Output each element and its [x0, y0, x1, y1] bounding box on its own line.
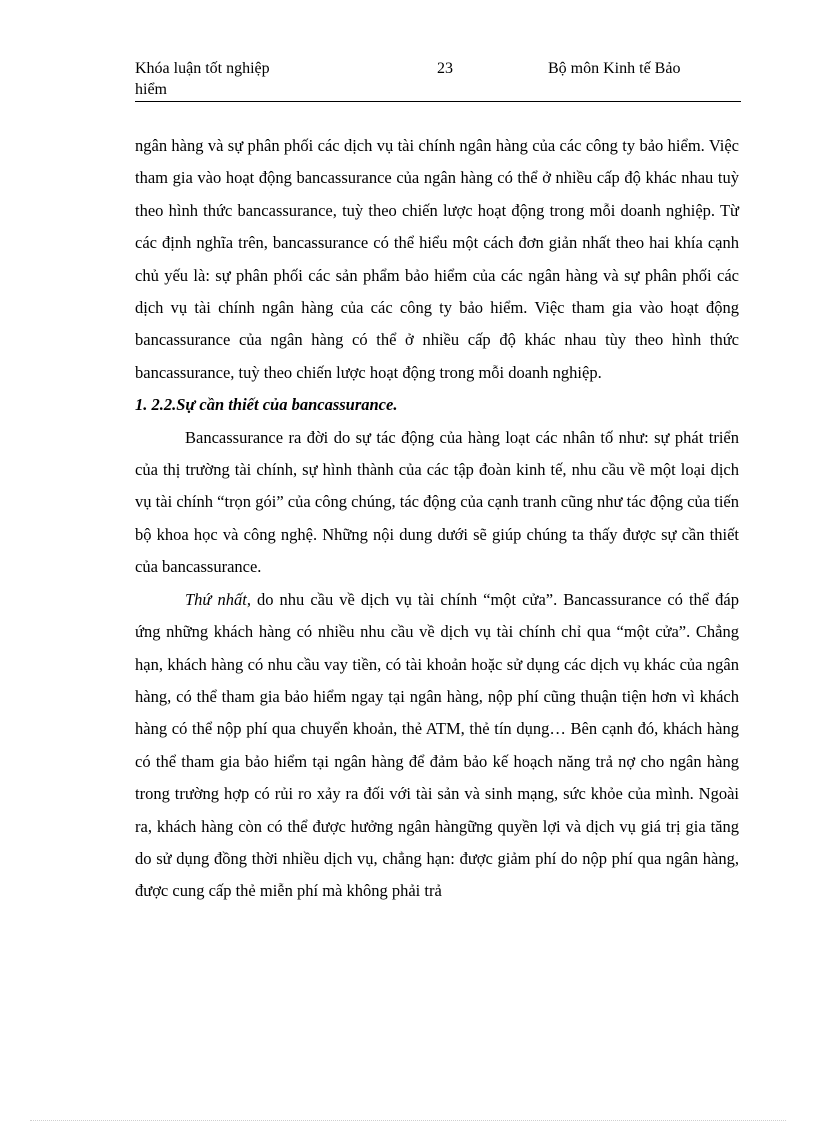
paragraph-3	[135, 584, 739, 908]
paragraph-3-lead: Thứ nhất	[185, 589, 247, 609]
header-left-line1: Khóa luận tốt nghiệp	[135, 60, 270, 77]
header-right: Bộ môn Kinh tế Bảo	[548, 60, 681, 77]
header-left	[135, 58, 385, 100]
document-body	[135, 130, 739, 908]
paragraph-2: Bancassurance ra đời do sự tác động của hàng loạt các nhân tố như: sự phát triển của thị trường tài chính, sự hình thành của các tập đoàn kinh tế, nhu cầu về một loại dịch vụ tài chính “trọn gói” của công chúng, tác động của cạnh tranh cũng như tác động của tiến bộ khoa học và công nghệ. Những nội dung dưới sẽ giúp chúng ta thấy được sự cần thiết của bancassurance.	[135, 427, 739, 577]
section-heading: 1. 2.2.Sự cần thiết của bancassurance.	[135, 395, 398, 415]
page-bottom-edge	[30, 1120, 786, 1121]
header-divider	[135, 101, 741, 102]
page-header	[135, 58, 741, 102]
paragraph-1: ngân hàng và sự phân phối các dịch vụ tài chính ngân hàng của các công ty bảo hiểm. Việc tham gia vào hoạt động bancassurance của ngân hàng có thể ở nhiều cấp độ khác nhau tuỳ theo hình thức bancassurance, tuỳ theo chiến lược hoạt động trong mỗi doanh nghiệp. Từ các định nghĩa trên, bancassurance có thể hiểu một cách đơn giản nhất theo hai khía cạnh chủ yếu là: sự phân phối các sản phẩm bảo hiểm của các ngân hàng và sự phân phối các dịch vụ tài chính ngân hàng của các công ty bảo hiểm. Việc tham gia vào hoạt động bancassurance của ngân hàng có thể ở nhiều cấp độ khác nhau tùy theo hình thức bancassurance, tuỳ theo chiến lược hoạt động trong mỗi doanh nghiệp.	[135, 136, 739, 382]
header-left-line2: hiểm	[135, 81, 167, 98]
paragraph-3-text: , do nhu cầu về dịch vụ tài chính “một cửa”. Bancassurance có thể đáp ứng những khách hàng có nhiều nhu cầu về dịch vụ tài chính chỉ qua “một cửa”. Chẳng hạn, khách hàng có nhu cầu vay tiền, có tài khoản hoặc sử dụng các dịch vụ khác của ngân hàng, có thể tham gia bảo hiểm ngay tại ngân hàng, nộp phí cũng thuận tiện hơn vì khách hàng có thể nộp phí qua chuyển khoản, thẻ ATM, thẻ tín dụng… Bên cạnh đó, khách hàng có thể tham gia bảo hiểm tại ngân hàng để đảm bảo kế hoạch năng trả nợ cho ngân hàng trong trường hợp có rủi ro xảy ra đối với tài sản và sinh mạng, sức khỏe của mình. Ngoài ra, khách hàng còn có thể được hưởng ngân hàngững quyền lợi và dịch vụ giá trị gia tăng do sử dụng đồng thời nhiều dịch vụ, chẳng hạn: được giảm phí do nộp phí qua ngân hàng, được cung cấp thẻ miễn phí mà không phải trả	[135, 589, 739, 901]
page-number: 23	[437, 60, 453, 77]
